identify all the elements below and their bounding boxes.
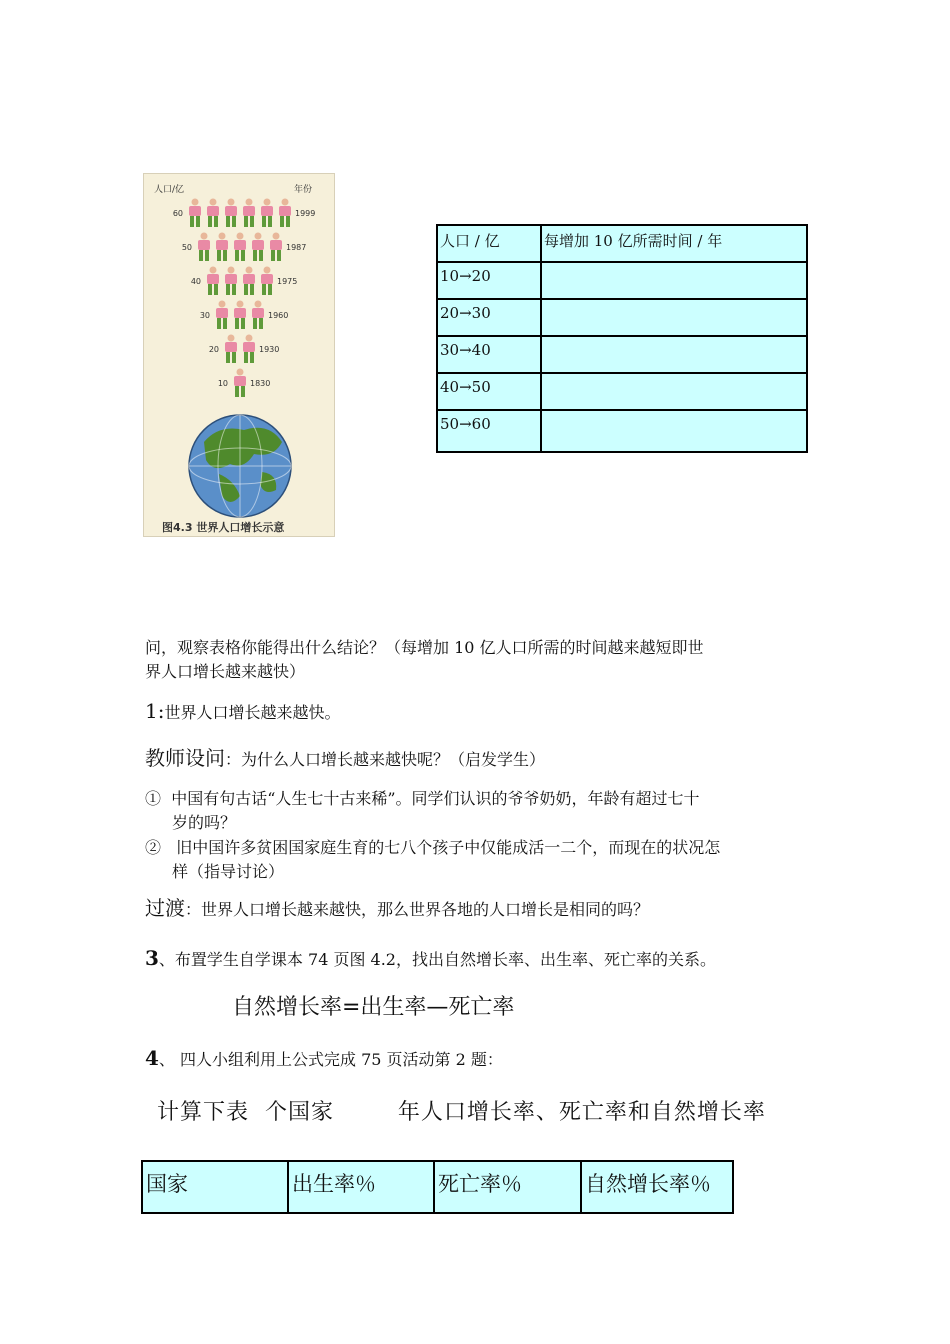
point-3-number: 3 [145,946,159,970]
table-row [437,373,807,410]
people-row [200,301,289,330]
person-icon [252,301,264,330]
people-row [173,199,316,228]
header-population: 人口 / 亿 [437,225,541,262]
population-growth-figure [143,173,335,537]
row-population-label: 10 [217,379,228,388]
point-1-text: 世界人口增长越来越快。 [164,703,341,722]
table-row [437,410,807,452]
people-row [191,267,298,296]
row-year-label: 1930 [259,345,280,354]
question-line-1: 问，观察表格你能得出什么结论？（每增加 10 亿人口所需的时间越来越短即世 [145,638,704,657]
cell-years[interactable] [541,299,807,336]
person-icon [216,233,228,262]
row-year-label: 1999 [295,209,316,218]
cell-range: 30→40 [437,336,541,373]
country-rates-table [141,1160,734,1214]
formula: 自然增长率=出生率—死亡率 [232,995,515,1020]
item-1-line-1: 中国有句古话“人生七十古来稀”。同学们认识的爷爷奶奶，年龄有超过七十 [171,789,700,808]
person-icon [189,199,201,228]
person-icon [270,233,282,262]
person-icon [243,199,255,228]
people-row [182,233,307,262]
person-icon [243,335,255,364]
person-icon [216,301,228,330]
person-icon [234,369,246,398]
person-icon [234,233,246,262]
point-3-text: 、布置学生自学课本 74 页图 4.2，找出自然增长率、出生率、死亡率的关系。 [158,950,716,969]
table-row [437,262,807,299]
transition-text: ：世界人口增长越来越快，那么世界各地的人口增长是相同的吗？ [185,900,650,919]
person-icon [243,267,255,296]
table-row [437,336,807,373]
person-icon [207,199,219,228]
row-year-label: 1975 [277,277,298,286]
point-4-text: 、 四人小组利用上公式完成 75 页活动第 2 题： [158,1050,503,1069]
cell-range: 10→20 [437,262,541,299]
person-icon [225,199,237,228]
figure-y-label: 人口/亿 [154,185,185,195]
teacher-label: 教师设问 [145,746,225,770]
population-doubling-table [436,224,808,453]
list-item-1 [145,787,700,835]
row-year-label: 1830 [250,379,271,388]
point-4-number: 4 [145,1046,159,1070]
person-icon [261,267,273,296]
figure-year-label: 年份 [294,185,313,195]
row-population-label: 20 [208,345,219,354]
row-population-label: 60 [172,209,183,218]
table-header-row [142,1161,733,1213]
cell-range: 20→30 [437,299,541,336]
person-icon [198,233,210,262]
cell-range: 50→60 [437,410,541,452]
person-icon [225,335,237,364]
item-2-line-2: 样（指导讨论） [172,862,285,881]
cell-range: 40→50 [437,373,541,410]
table-header-row [437,225,807,262]
row-population-label: 40 [190,277,201,286]
teacher-text: ：为什么人口增长越来越快呢？（启发学生） [225,750,546,769]
globe-icon [189,415,291,517]
row-year-label: 1960 [268,311,289,320]
header-country: 国家 [142,1161,288,1213]
people-row [209,335,280,364]
header-years: 每增加 10 亿所需时间 / 年 [541,225,807,262]
teacher-question [145,746,545,772]
point-3 [145,946,716,972]
list-item-2 [145,836,720,884]
point-1 [145,699,340,725]
header-death-rate: 死亡率％ [434,1161,581,1213]
calc-title: 计算下表 个国家 年人口增长率、死亡率和自然增长率 [157,1100,766,1125]
people-row [218,369,271,398]
transition-label: 过渡 [145,896,185,920]
row-year-label: 1987 [286,243,307,252]
item-1-mark: ① [145,789,162,808]
table-row [437,299,807,336]
person-icon [252,233,264,262]
question-line-2: 界人口增长越来越快） [145,662,306,681]
item-1-line-2: 岁的吗？ [172,813,237,832]
person-icon [234,301,246,330]
question-paragraph [145,636,704,684]
cell-years[interactable] [541,336,807,373]
transition [145,896,649,922]
header-birth-rate: 出生率％ [288,1161,434,1213]
cell-years[interactable] [541,262,807,299]
item-2-mark: ② [145,838,162,857]
cell-years[interactable] [541,373,807,410]
figure-caption: 图4.3 世界人口增长示意 [162,521,285,534]
header-natural-growth: 自然增长率％ [581,1161,733,1213]
cell-years[interactable] [541,410,807,452]
person-icon [207,267,219,296]
person-icon [261,199,273,228]
row-population-label: 30 [199,311,210,320]
person-icon [279,199,291,228]
person-icon [225,267,237,296]
item-2-line-1: 旧中国许多贫困国家庭生育的七八个孩子中仅能成活一二个，而现在的状况怎 [176,838,721,857]
point-1-number: 1: [145,699,165,723]
point-4 [145,1046,503,1072]
row-population-label: 50 [181,243,192,252]
